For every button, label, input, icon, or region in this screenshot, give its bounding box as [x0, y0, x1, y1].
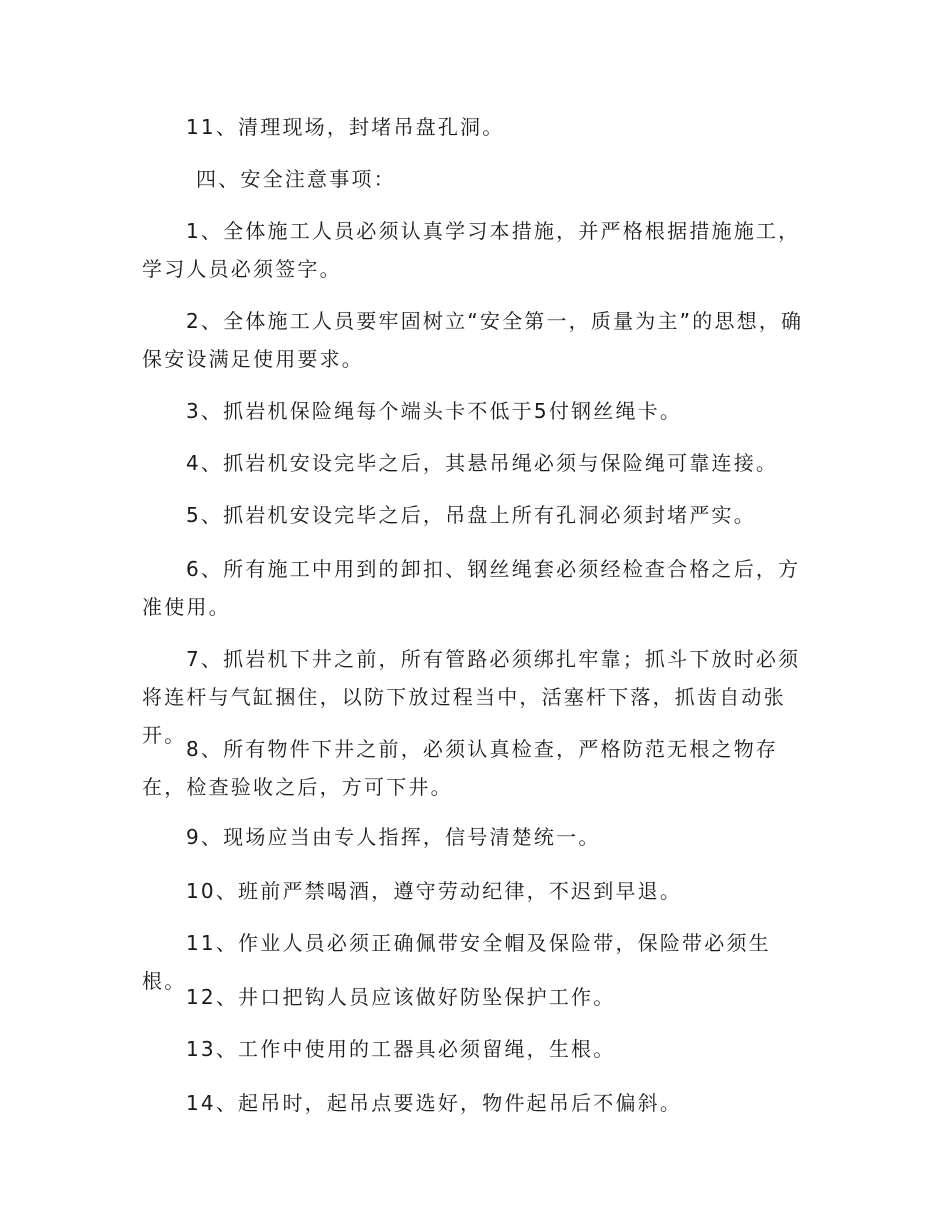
- list-item: 9、现场应当由专人指挥，信号清楚统一。: [186, 825, 601, 849]
- list-item: 10、班前严禁喝酒，遵守劳动纪律，不迟到早退。: [186, 879, 683, 903]
- list-item: 13、工作中使用的工器具必须留绳，生根。: [186, 1037, 616, 1061]
- list-item: 6、所有施工中用到的卸扣、钢丝绳套必须经检查合格之后，方准使用。: [142, 557, 801, 619]
- list-item: 11、作业人员必须正确佩带安全帽及保险带，保险带必须生根。: [142, 931, 771, 993]
- lead-item: 11、清理现场，封堵吊盘孔洞。: [186, 115, 505, 139]
- list-item: 3、抓岩机保险绳每个端头卡不低于5付钢丝绳卡。: [186, 399, 683, 423]
- list-item: 2、全体施工人员要牢固树立“安全第一，质量为主”的思想，确保安设满足使用要求。: [142, 309, 804, 371]
- list-item: 12、井口把钩人员应该做好防坠保护工作。: [186, 985, 616, 1009]
- list-item: 8、所有物件下井之前，必须认真检查，严格防范无根之物存在，检查验收之后，方可下井。: [142, 737, 779, 799]
- list-item: 14、起吊时，起吊点要选好，物件起吊后不偏斜。: [186, 1091, 683, 1115]
- section-heading: 四、安全注意事项：: [196, 167, 396, 191]
- list-item: 5、抓岩机安设完毕之后，吊盘上所有孔洞必须封堵严实。: [186, 503, 756, 527]
- list-item: 7、抓岩机下井之前，所有管路必须绑扎牢靠；抓斗下放时必须将连杆与气缸捆住，以防下放过程当中，活塞杆下落，抓齿自动张开。: [142, 647, 801, 747]
- list-item: 4、抓岩机安设完毕之后，其悬吊绳必须与保险绳可靠连接。: [186, 451, 779, 475]
- list-item: 1、全体施工人员必须认真学习本措施，并严格根据措施施工，学习人员必须签字。: [142, 219, 801, 281]
